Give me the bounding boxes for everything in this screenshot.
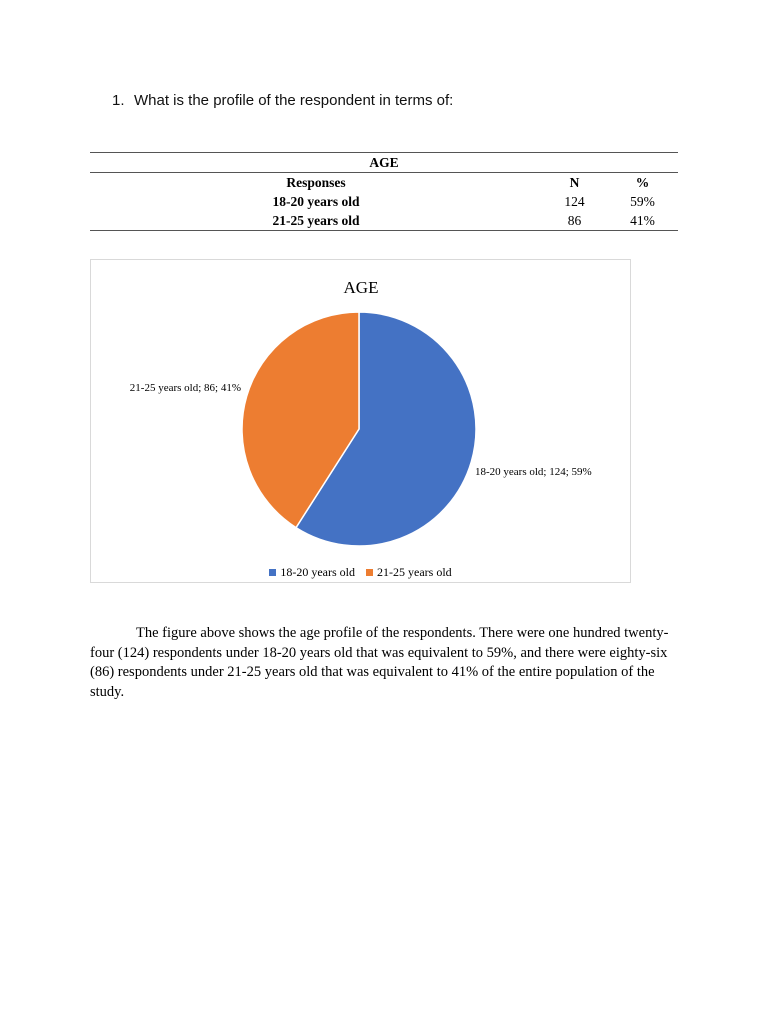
question-number: 1. — [112, 92, 125, 109]
legend-item-21-25 — [366, 565, 452, 580]
header-n: N — [569, 175, 580, 190]
row-n: 124 — [564, 194, 585, 209]
header-percent: % — [635, 175, 650, 190]
data-label-21-25: 21-25 years old; 86; 41% — [129, 382, 241, 394]
legend-label: 21-25 years old — [377, 565, 452, 579]
pie-chart-svg — [91, 260, 632, 584]
row-response: 18-20 years old — [272, 194, 360, 209]
legend-swatch — [366, 569, 373, 576]
table-title: AGE — [90, 153, 678, 173]
chart-title: AGE — [343, 278, 379, 297]
legend-swatch — [269, 569, 276, 576]
age-pie-chart — [90, 259, 631, 583]
legend-label: 18-20 years old — [280, 565, 355, 579]
row-percent: 59% — [630, 194, 655, 209]
row-response: 21-25 years old — [90, 211, 542, 231]
row-n: 86 — [542, 211, 607, 231]
data-label-18-20: 18-20 years old; 124; 59% — [475, 466, 592, 478]
header-responses: Responses — [286, 175, 346, 190]
question — [112, 92, 453, 109]
legend-item-18-20 — [269, 565, 355, 580]
row-percent: 41% — [607, 211, 678, 231]
description-paragraph — [90, 624, 680, 702]
table-row — [90, 211, 678, 231]
paragraph-text: The figure above shows the age profile of the respondents. There were one hundred twenty-four (124) respondents under 18-20 years old that was equivalent to 59%, and there were eighty-six (86) respondents under 21-25 years old that was equivalent to 41% of the entire population of the study. — [90, 625, 669, 700]
age-table — [90, 152, 678, 231]
question-text: What is the profile of the respondent in terms of: — [134, 92, 454, 109]
pie-slices — [242, 312, 476, 546]
table-row — [90, 192, 678, 211]
chart-legend — [91, 565, 630, 580]
